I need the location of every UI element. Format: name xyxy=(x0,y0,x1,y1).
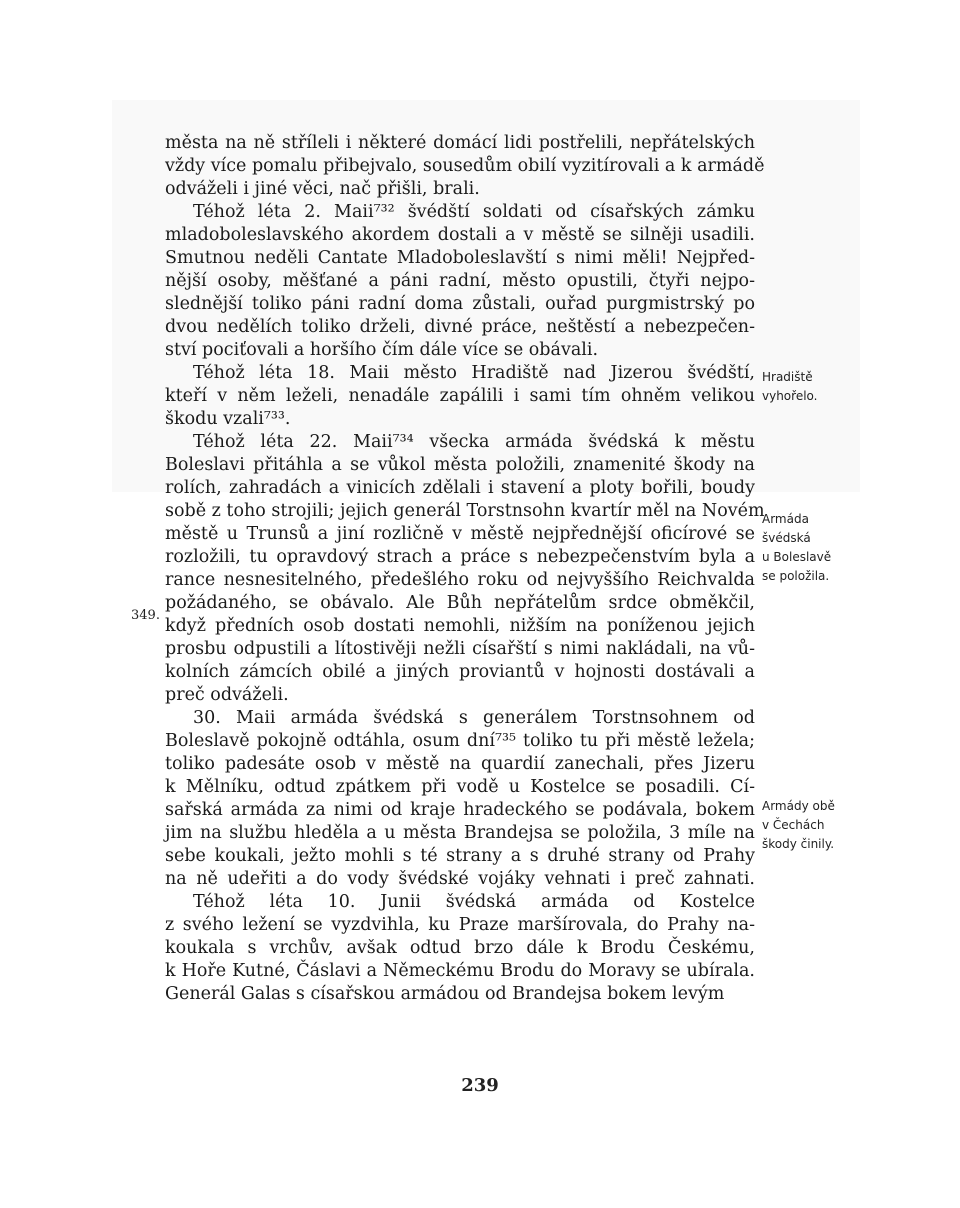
margin-note-armada-boleslav: Armáda švédská u Boleslavě se položila. xyxy=(762,512,832,583)
page-number: 239 xyxy=(461,1075,499,1096)
text-line: rance nesnesitelného, předešlého roku od nejvyššího Reichvalda xyxy=(165,570,755,590)
text-line: odváželi i jiné věci, nač přišli, brali. xyxy=(165,179,480,199)
margin-note-hradiste: Hradiště vyhořelo. xyxy=(762,370,818,403)
text-line: škodu vzali⁷³³. xyxy=(165,409,291,429)
text-line: vždy více pomalu přibejvalo, sousedům obilí vyzitírovali a k armádě xyxy=(165,156,765,176)
text-line: toliko padesáte osob v městě na quardií zanechali, přes Jizeru xyxy=(165,754,755,774)
body-text xyxy=(165,132,765,1006)
text-line: sařská armáda za nimi od kraje hradeckého se podávala, bokem xyxy=(165,800,755,820)
text-line: Smutnou neděli Cantate Mladoboleslavští s nimi měli! Nejpřed- xyxy=(165,248,755,268)
text-line: nější osoby, měšťané a páni radní, město opustili, čtyři nejpo- xyxy=(165,271,755,291)
text-line: Téhož léta 18. Maii město Hradiště nad Jizerou švédští, xyxy=(193,363,755,383)
text-line: Téhož léta 10. Junii švédská armáda od Kostelce xyxy=(193,892,755,912)
text-line: jim na službu hleděla a u města Brandejsa se položila, 3 míle na xyxy=(165,823,755,843)
margin-note-armady-obe: Armády obě v Čechách škody činily. xyxy=(762,799,835,851)
text-line: rolích, zahradách a vinicích zdělali i stavení a ploty bořili, boudy xyxy=(165,478,755,498)
text-line: města na ně stříleli i některé domácí lidi postřelili, nepřátelských xyxy=(165,133,755,153)
text-line: k Hoře Kutné, Čáslavi a Německému Brodu do Moravy se ubírala. xyxy=(165,961,755,981)
text-line: kteří v něm leželi, nenadále zapálili i sami tím ohněm velikou xyxy=(165,386,755,406)
text-line: Boleslavě pokojně odtáhla, osum dní⁷³⁵ toliko tu při městě ležela; xyxy=(165,731,755,751)
text-line: požádaného, se obávalo. Ale Bůh nepřátelům srdce obměkčil, xyxy=(165,593,755,613)
text-line: na ně udeřiti a do vody švédské vojáky vehnati i preč zahnati. xyxy=(165,869,755,889)
text-line: ství pociťovali a horšího čím dále více se obávali. xyxy=(165,340,599,360)
text-line: mladoboleslavského akordem dostali a v městě se silněji usadili. xyxy=(165,225,755,245)
text-line: kolních zámcích obilé a jiných proviantů v hojnosti dostávali a xyxy=(165,662,755,682)
text-line: rozložili, tu opravdový strach a práce s nebezpečenstvím byla a xyxy=(165,547,755,567)
text-line: Téhož léta 2. Maii⁷³² švédští soldati od císařských zámku xyxy=(193,202,755,222)
text-line: když předních osob dostati nemohli, nižším na poníženou jejich xyxy=(165,616,755,636)
text-line: 30. Maii armáda švédská s generálem Torstnsohnem od xyxy=(193,708,755,728)
text-line: slednější toliko páni radní doma zůstali, ouřad purgmistrský po xyxy=(165,294,755,314)
text-line: prosbu odpustili a lítostivěji nežli císařští s nimi nakládali, na vů- xyxy=(165,639,755,659)
text-line: sebe koukali, ježto mohli s té strany a s druhé strany od Prahy xyxy=(165,846,755,866)
margin-page-reference: 349. xyxy=(131,608,160,623)
text-line: dvou nedělích toliko drželi, divné práce, neštěstí a nebezpečen- xyxy=(165,317,755,337)
text-line: Téhož léta 22. Maii⁷³⁴ všecka armáda švédská k městu xyxy=(193,432,755,452)
text-line: Generál Galas s císařskou armádou od Brandejsa bokem levým xyxy=(165,984,725,1004)
text-line: z svého ležení se vyzdvihla, ku Praze maršírovala, do Prahy na- xyxy=(165,915,755,935)
text-line: preč odváželi. xyxy=(165,685,289,705)
text-line: Boleslavi přitáhla a se vůkol města položili, znamenité škody na xyxy=(165,455,755,475)
text-line: městě u Trunsů a jiní rozličně v městě nejpřednější oficírové se xyxy=(165,524,755,544)
text-line: sobě z toho strojili; jejich generál Torstnsohn kvartír měl na Novém xyxy=(165,501,765,521)
text-line: koukala s vrchův, avšak odtud brzo dále k Brodu Českému, xyxy=(165,938,755,958)
text-line: k Mělníku, odtud zpátkem při vodě u Kostelce se posadili. Cí- xyxy=(165,777,755,797)
